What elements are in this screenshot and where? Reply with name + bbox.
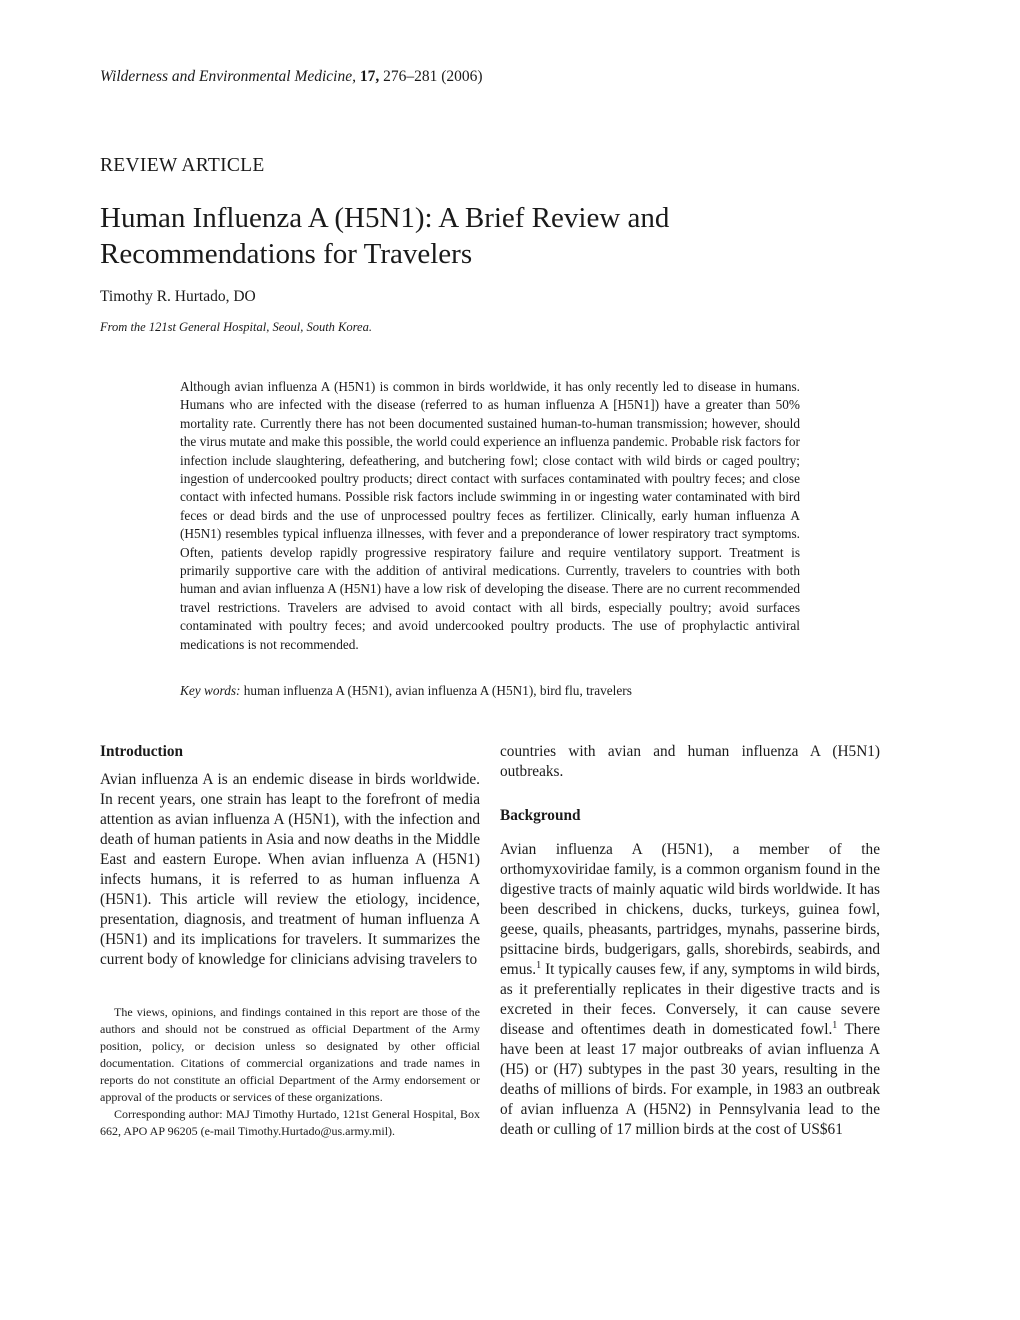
keywords-text: human influenza A (H5N1), avian influenza A (H5N1), bird flu, travelers (243, 683, 632, 698)
disclaimer-footnote: The views, opinions, and findings contained in this report are those of the authors and should not be construed as official Department of the Army position, policy, or decision unless so designated by other official documentation. Citations of commercial organizations and trade names in reports do not constitute an official Department of the Army endorsement or approval of the products or services of these organizations. (100, 1005, 480, 1104)
journal-pages-year: 276–281 (2006) (383, 68, 483, 85)
left-column (100, 742, 480, 970)
journal-citation (100, 68, 483, 86)
journal-volume: 17, (359, 68, 380, 85)
introduction-continuation: countries with avian and human influenza A (H5N1) outbreaks. (500, 743, 880, 780)
right-column (500, 742, 880, 1140)
abstract: Although avian influenza A (H5N1) is common in birds worldwide, it has only recently led to disease in humans. Humans who are infected with the disease (referred to as human influenza A [H5N1]) have a greater than 50% mortality rate. Currently there has not been documented sustained human-to-human transmission; however, should the virus mutate and make this possible, the world could experience an influenza pandemic. Probable risk factors for infection include slaughtering, defeathering, and butchering fowl; close contact with wild birds or caged poultry; ingestion of undercooked poultry products; direct contact with surfaces contaminated with poultry feces; and close contact with infected humans. Possible risk factors include swimming in or ingesting water contaminated with bird feces or dead birds and the use of unprocessed poultry feces as fertilizer. Clinically, early human influenza A (H5N1) resembles typical influenza illnesses, with fever and a preponderance of lower respiratory tract symptoms. Often, patients develop rapidly progressive respiratory failure and require ventilatory support. Treatment is primarily supportive care with the addition of antiviral medications. Currently, travelers to countries with both human and avian influenza A (H5N1) have a low risk of developing the disease. There are no current recommended travel restrictions. Travelers are advised to avoid contact with all birds, especially poultry; avoid surfaces contaminated with poultry feces; and avoid undercooked poultry products. The use of prophylactic antiviral medications is not recommended. (180, 379, 800, 652)
reference-1-second: 1 (832, 1019, 838, 1031)
introduction-heading: Introduction (100, 743, 184, 760)
footnotes (100, 1004, 480, 1140)
author-affiliation: From the 121st General Hospital, Seoul, South Korea. (100, 320, 372, 334)
journal-name: Wilderness and Environmental Medicine, (100, 68, 356, 85)
background-paragraph (500, 840, 880, 1140)
article-type: REVIEW ARTICLE (100, 155, 265, 176)
keywords-label: Key words: (180, 683, 241, 698)
background-text-b: It typically causes few, if any, symptoms in wild birds, as it preferentially replicates in their digestive tracts and is excreted in their feces. Conversely, it can cause severe disease and oftentimes death in domesticated fowl. (500, 961, 880, 1038)
corresponding-author-footnote: Corresponding author: MAJ Timothy Hurtado, 121st General Hospital, Box 662, APO AP 96205 (e-mail Timothy.Hurtado@us.army.mil). (100, 1107, 480, 1138)
background-text-c: There have been at least 17 major outbreaks of avian influenza A (H5) or (H7) subtypes in the past 30 years, resulting in the deaths of millions of birds. For example, in 1983 an outbreak of avian influenza A (H5N2) in Pennsylvania lead to the death or culling of 17 million birds at the cost of US$61 (500, 1021, 880, 1138)
keywords (180, 683, 800, 699)
reference-1: 1 (536, 959, 542, 971)
article-title: Human Influenza A (H5N1): A Brief Review and Recommendations for Travelers (100, 202, 670, 270)
background-heading: Background (500, 807, 581, 824)
introduction-paragraph: Avian influenza A is an endemic disease in birds worldwide. In recent years, one strain has leapt to the forefront of media attention as avian influenza A (H5N1), with the infection and death of human patients in Asia and now deaths in the Middle East and eastern Europe. When avian influenza A (H5N1) infects humans, it is referred to as human influenza A (H5N1). This article will review the etiology, incidence, presentation, diagnosis, and treatment of human influenza A (H5N1) and its implications for travelers. It summarizes the current body of knowledge for clinicians advising travelers to (100, 771, 480, 968)
author-name: Timothy R. Hurtado, DO (100, 288, 256, 305)
background-text-a: Avian influenza A (H5N1), a member of the orthomyxoviridae family, is a common organism found in the digestive tracts of mainly aquatic wild birds worldwide. It has been described in chickens, ducks, turkeys, guinea fowl, geese, quails, pheasants, partridges, mynahs, passerine birds, psittacine birds, budgerigars, galls, shorebirds, seabirds, and emus. (500, 841, 880, 978)
